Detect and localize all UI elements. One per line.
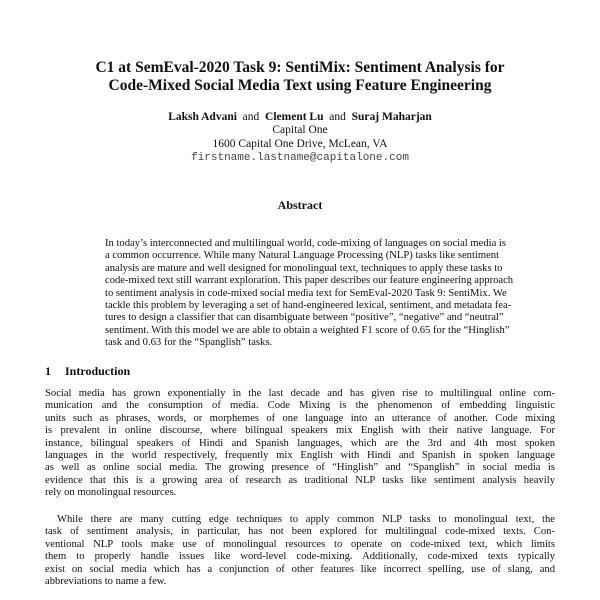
text-line: rely on monolingual resources. [45, 487, 177, 499]
text-line: tackle this problem by leveraging a set of hand-engineered lexical, sentiment, and metadata fea- [105, 299, 512, 311]
author: Clement Lu [265, 111, 324, 123]
abstract-heading: Abstract [277, 198, 323, 212]
title-line: Code-Mixed Social Media Text using Feature Engineering [108, 77, 492, 94]
text-line: code-mixed text still warrant exploration. This paper describes our feature engineering approach [105, 275, 514, 287]
text-line: them to properly handle issues like word-level code-mixing. Additionally, code-mixed texts typically [45, 551, 555, 563]
intro-paragraph-2 [45, 514, 555, 588]
text-line: Social media has grown exponentially in the last decade and has given rise to multilingual online com- [45, 388, 555, 399]
address: 1600 Capital One Drive, McLean, VA [212, 138, 388, 150]
section-heading [45, 364, 144, 379]
email: firstname.lastname@capitalone.com [191, 152, 409, 164]
text-line: task and 0.63 for the “Spanglish” tasks. [105, 337, 273, 349]
text-line: instance, bilingual speakers of Hindi and Spanish languages, which are the 3rd and 4th most spoken [45, 437, 555, 449]
and: and [242, 111, 260, 123]
text-line: sentiment. With this model we are able to obtain a weighted F1 score of 0.65 for the “Hinglish” [105, 324, 510, 336]
text-line: is prevalent in online discourse, where bilingual speakers mix English with their native language. For [45, 425, 555, 437]
text-line: to sentiment analysis in code-mixed social media text for SemEval-2020 Task 9: SentiMix. We [105, 287, 507, 299]
authors [0, 110, 600, 124]
text-line: munication and the consumption of media. Code Mixing is the phenomenon of embedding linguistic [45, 400, 555, 412]
text-line: languages in the world respectively, frequently mix English with Hindi and Spanish in spoken language [45, 449, 555, 461]
text-line: task of sentiment analysis, in particular, has not been explored for multilingual code-mixed texts. Con- [45, 526, 555, 538]
text-line: tures to design a classifier that can disambiguate between “positive”, “negative” and “neutral” [105, 312, 504, 324]
text-line: While there are many cutting edge techniques to apply common NLP tasks to monolingual text, the [57, 514, 555, 525]
abstract-body [105, 238, 514, 350]
section-title: Introduction [65, 364, 131, 378]
text-line: ventional NLP tools make use of monolingual resources to operate on code-mixed text, which limits [45, 538, 555, 550]
text-line: a common occurrence. While many Natural Language Processing (NLP) tasks like sentiment [105, 250, 500, 262]
text-line: abbreviations to name a few. [45, 575, 167, 587]
text-line: In today’s interconnected and multilingual world, code-mixing of languages on social media is [105, 238, 506, 249]
text-line: units such as phrases, words, or morphemes of one language into an utterance of another. Code mixing [45, 412, 555, 424]
text-line: evidence that this is a growing area of research as traditional NLP tasks like sentiment analysis heavily [45, 474, 555, 486]
affiliation: Capital One [272, 124, 328, 136]
author: Laksh Advani [168, 111, 237, 123]
author: Suraj Maharjan [351, 111, 432, 123]
section-number: 1 [45, 364, 51, 378]
text-line: analysis are mature and well designed for monolingual text, techniques to apply these tasks to [105, 262, 503, 274]
text-line: as well as online social media. The growing presence of “Hinglish” and “Spanglish” in social media is [45, 462, 555, 474]
and: and [329, 111, 346, 123]
text-line: exist on social media which has a conjunction of other features like incorrect spelling, use of slang, and [45, 563, 555, 575]
intro-paragraph-1 [45, 388, 555, 500]
paper-title [0, 59, 600, 95]
title-line: C1 at SemEval-2020 Task 9: SentiMix: Sentiment Analysis for [95, 59, 505, 76]
